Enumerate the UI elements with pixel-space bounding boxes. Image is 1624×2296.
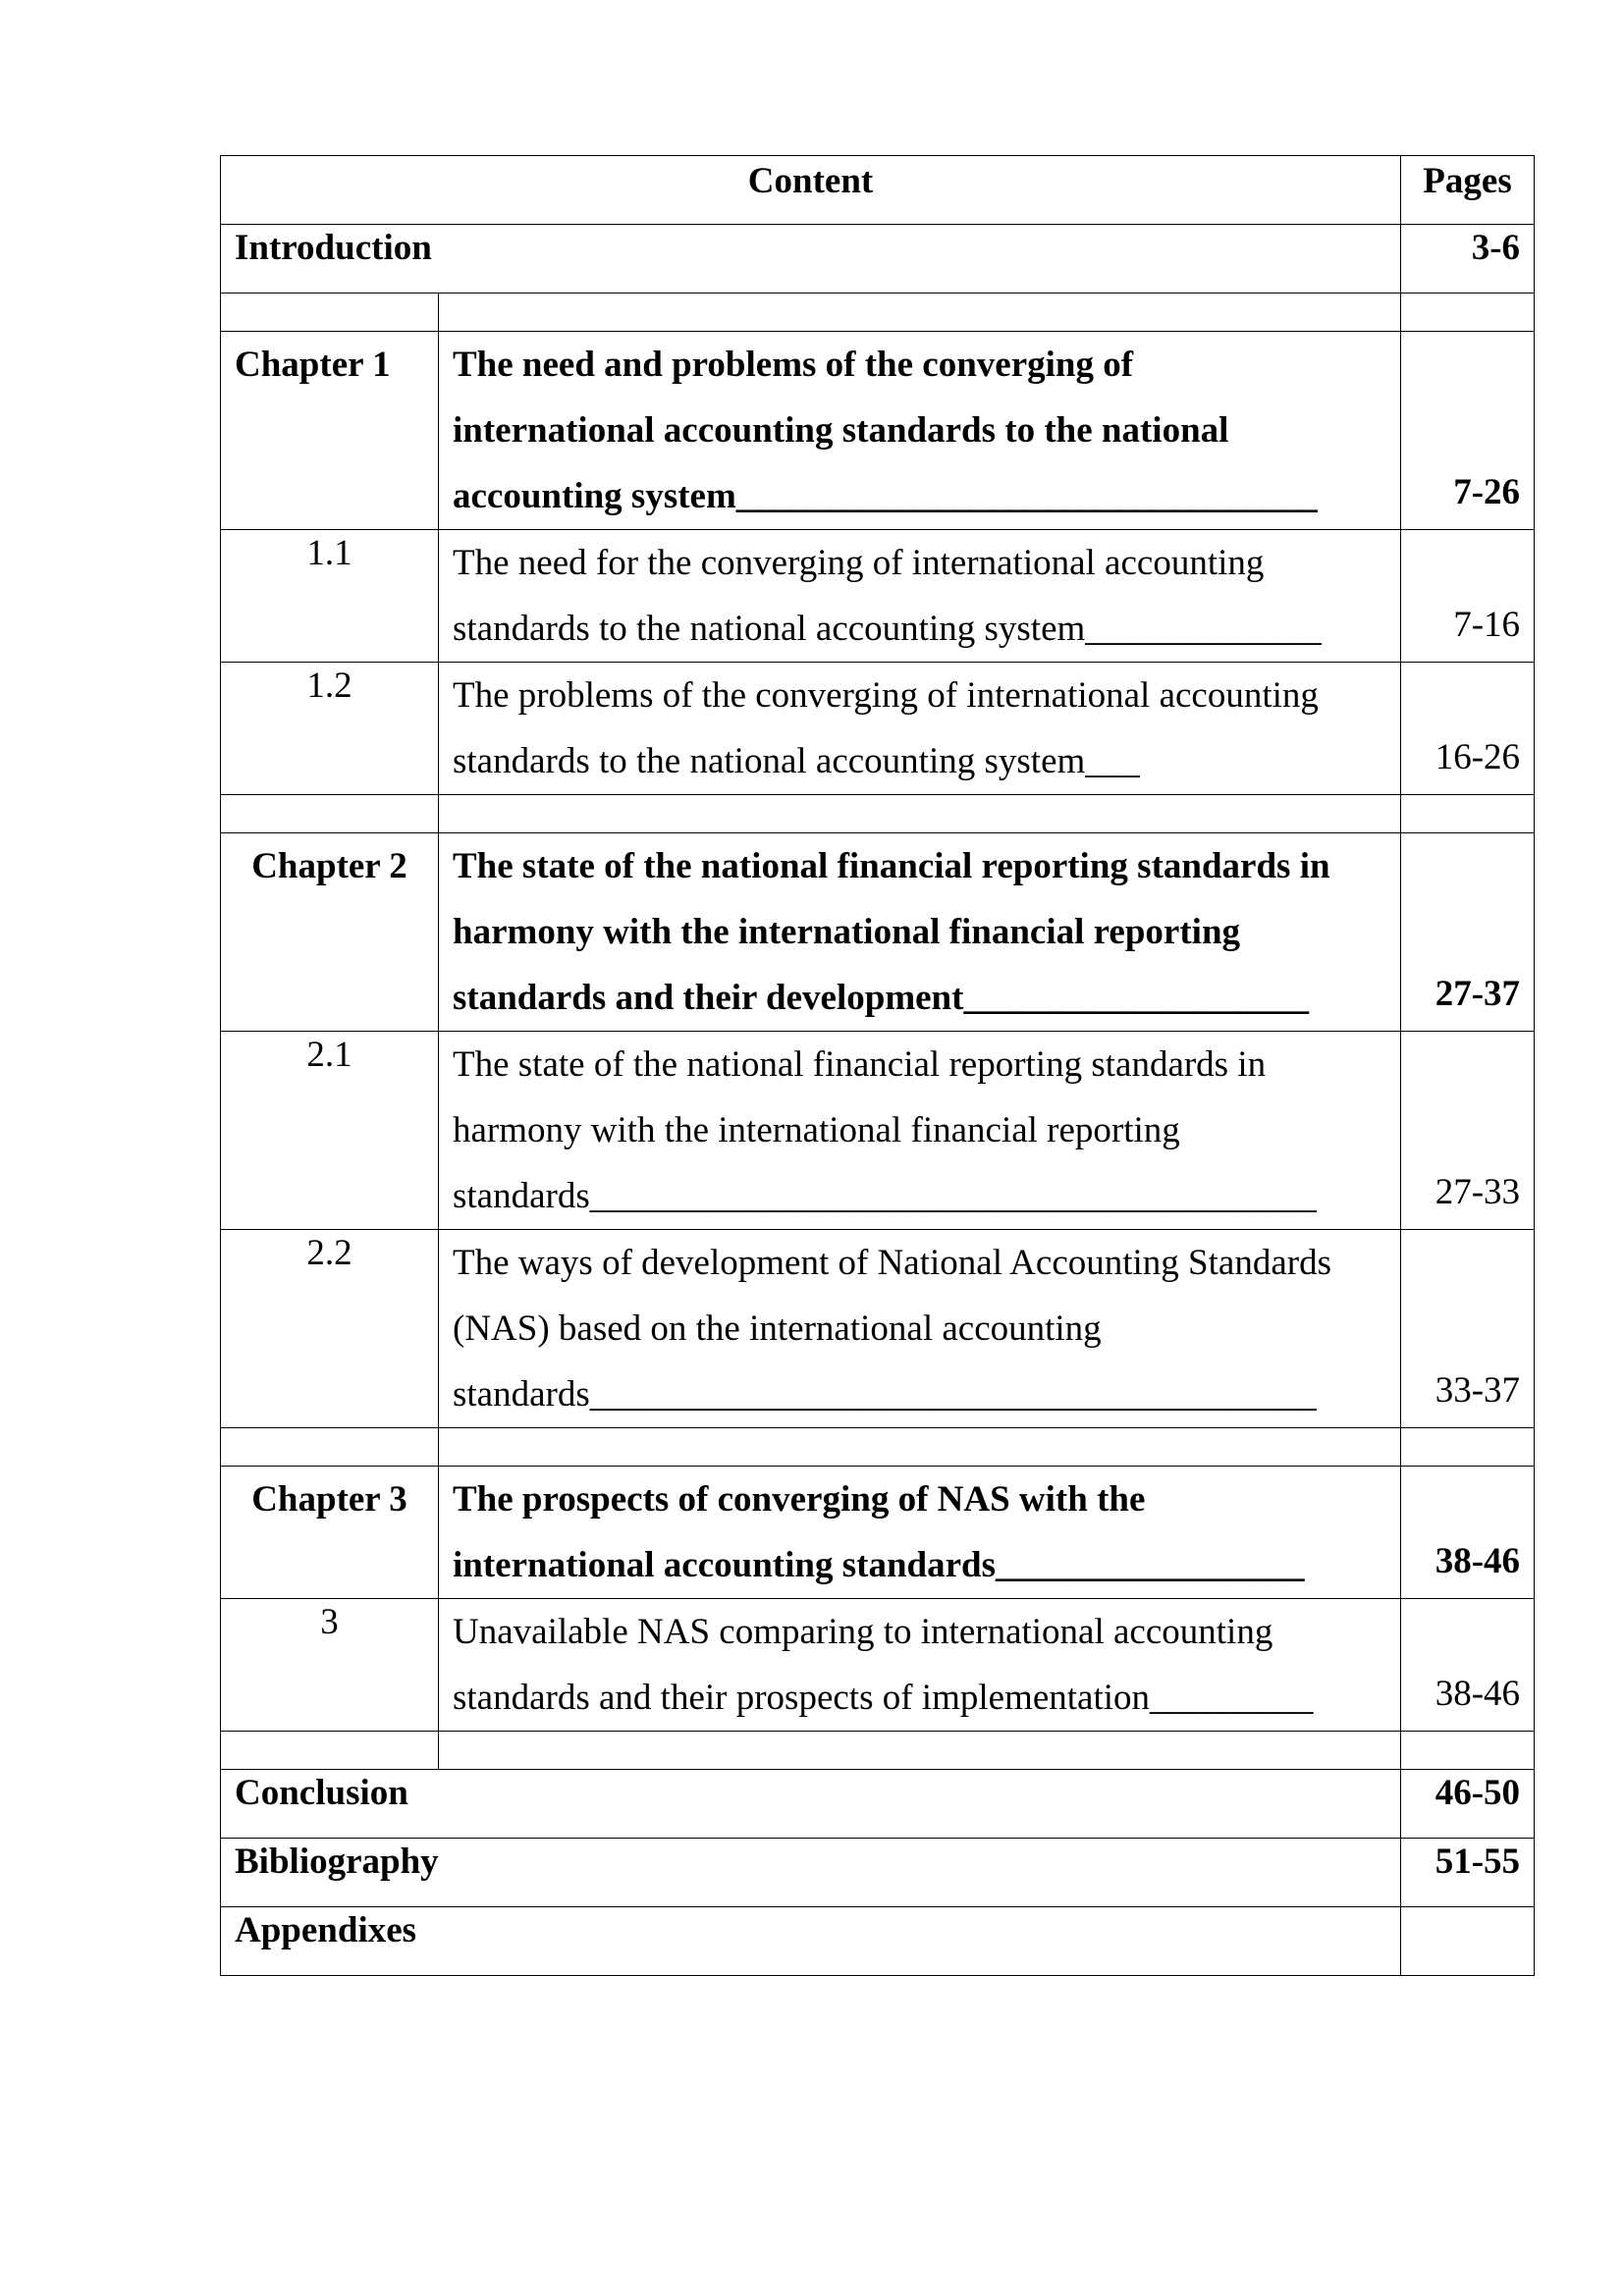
section-1-2-pages: 16-26 bbox=[1401, 663, 1535, 795]
toc-row-section-1-2 bbox=[221, 663, 1535, 795]
section-1-2-number: 1.2 bbox=[221, 663, 439, 795]
toc-row-bibliography bbox=[221, 1839, 1535, 1907]
chapter-3-title: The prospects of converging of NAS with the international accounting standards_________________ bbox=[439, 1467, 1401, 1599]
spacer-row bbox=[221, 1428, 1535, 1467]
pages-header: Pages bbox=[1401, 156, 1535, 225]
toc-row-appendixes bbox=[221, 1907, 1535, 1976]
conclusion-pages: 46-50 bbox=[1401, 1770, 1535, 1839]
introduction-pages: 3-6 bbox=[1401, 225, 1535, 294]
section-1-1-title: The need for the converging of international accounting standards to the national accounting system_____________ bbox=[439, 530, 1401, 663]
section-1-1-pages: 7-16 bbox=[1401, 530, 1535, 663]
section-2-2-number: 2.2 bbox=[221, 1230, 439, 1428]
toc-row-chapter-1 bbox=[221, 332, 1535, 530]
spacer-row bbox=[221, 795, 1535, 833]
chapter-2-label: Chapter 2 bbox=[221, 833, 439, 1032]
chapter-1-title: The need and problems of the converging of international accounting standards to the national accounting system________________________________ bbox=[439, 332, 1401, 530]
table-of-contents bbox=[220, 155, 1535, 1976]
spacer-row bbox=[221, 294, 1535, 332]
introduction-label: Introduction bbox=[221, 225, 1401, 294]
section-1-1-number: 1.1 bbox=[221, 530, 439, 663]
appendixes-label: Appendixes bbox=[221, 1907, 1401, 1976]
bibliography-label: Bibliography bbox=[221, 1839, 1401, 1907]
section-2-1-number: 2.1 bbox=[221, 1032, 439, 1230]
section-3-pages: 38-46 bbox=[1401, 1599, 1535, 1732]
section-2-2-title: The ways of development of National Accounting Standards (NAS) based on the international accounting standards________________________________________ bbox=[439, 1230, 1401, 1428]
spacer-row bbox=[221, 1732, 1535, 1770]
toc-row-section-2-2 bbox=[221, 1230, 1535, 1428]
section-2-1-title: The state of the national financial reporting standards in harmony with the international financial reporting standards________________________________________ bbox=[439, 1032, 1401, 1230]
appendixes-pages bbox=[1401, 1907, 1535, 1976]
chapter-2-pages: 27-37 bbox=[1401, 833, 1535, 1032]
chapter-3-pages: 38-46 bbox=[1401, 1467, 1535, 1599]
chapter-2-title: The state of the national financial reporting standards in harmony with the international financial reporting standards and their development___________________ bbox=[439, 833, 1401, 1032]
toc-row-conclusion bbox=[221, 1770, 1535, 1839]
toc-row-section-2-1 bbox=[221, 1032, 1535, 1230]
toc-row-chapter-2 bbox=[221, 833, 1535, 1032]
chapter-3-label: Chapter 3 bbox=[221, 1467, 439, 1599]
section-1-2-title: The problems of the converging of international accounting standards to the national accounting system___ bbox=[439, 663, 1401, 795]
conclusion-label: Conclusion bbox=[221, 1770, 1401, 1839]
bibliography-pages: 51-55 bbox=[1401, 1839, 1535, 1907]
section-2-1-pages: 27-33 bbox=[1401, 1032, 1535, 1230]
toc-row-introduction bbox=[221, 225, 1535, 294]
section-2-2-pages: 33-37 bbox=[1401, 1230, 1535, 1428]
toc-header-row bbox=[221, 156, 1535, 225]
chapter-1-pages: 7-26 bbox=[1401, 332, 1535, 530]
toc-row-section-1-1 bbox=[221, 530, 1535, 663]
content-header: Content bbox=[221, 156, 1401, 225]
section-3-title: Unavailable NAS comparing to international accounting standards and their prospects of implementation_________ bbox=[439, 1599, 1401, 1732]
chapter-1-label: Chapter 1 bbox=[221, 332, 439, 530]
section-3-number: 3 bbox=[221, 1599, 439, 1732]
toc-row-chapter-3 bbox=[221, 1467, 1535, 1599]
toc-row-section-3 bbox=[221, 1599, 1535, 1732]
